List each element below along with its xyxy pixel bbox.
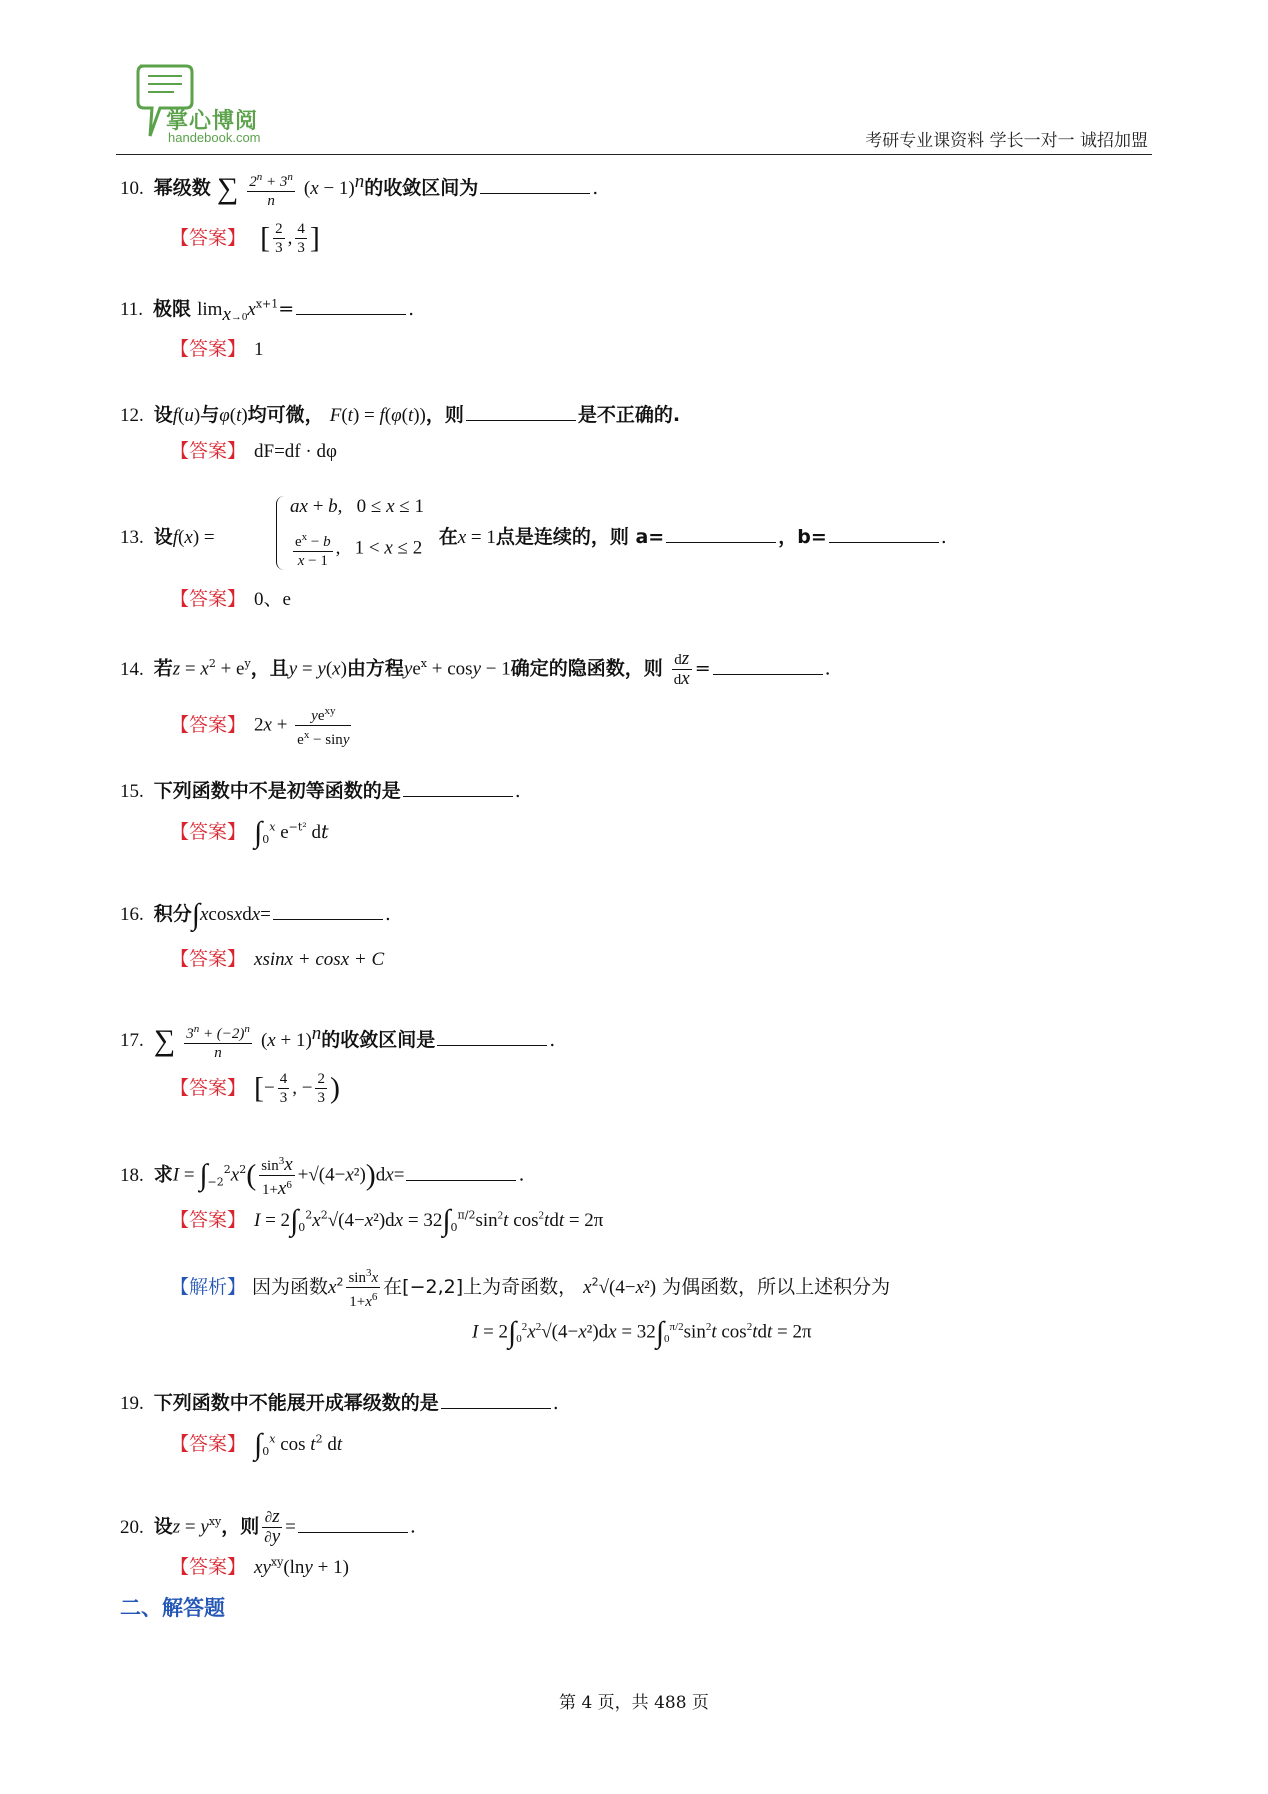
question-text: 是不正确的.	[577, 404, 681, 426]
answer-label: 【答案】	[170, 1433, 247, 1455]
question-number: 17.	[120, 1030, 144, 1051]
piecewise-case-2: $\frac{e^x - b}{x - 1}$ , 1 < x ≤ 2	[290, 528, 422, 570]
answer-blank	[273, 901, 383, 920]
answer-12	[170, 436, 337, 463]
question-text: 在	[438, 526, 458, 548]
question-text: ，b=	[778, 526, 827, 548]
question-number: 20.	[120, 1516, 144, 1538]
question-text: 设	[153, 526, 173, 548]
question-14: 14. 若$z = x^2 + e^y$，且y = y(x)由方程$ye^x + \cos y - 1$确定的隐函数，则 $\frac{dz}{dx}$ = .	[120, 648, 831, 689]
logo-text: 掌心博阅	[166, 109, 259, 134]
answer-label: 【答案】	[170, 1076, 247, 1099]
question-number: 19.	[120, 1393, 144, 1414]
answer-blank-a	[666, 524, 776, 543]
answer-20: 【答案】 $xy^{xy}(\ln y + 1)$	[170, 1555, 349, 1578]
fraction: $\frac{2^n + 3^n}{n}$	[247, 168, 295, 210]
answer-blank	[296, 296, 406, 315]
answer-label: 【答案】	[170, 1556, 247, 1578]
analysis-text: 在[−2,2]上为奇函数，	[383, 1276, 578, 1298]
question-number: 16.	[120, 904, 144, 925]
question-text: 幂级数	[153, 177, 211, 199]
question-number: 11.	[120, 299, 144, 320]
header-divider	[116, 154, 1152, 155]
question-text: 下列函数中不能展开成幂级数的是	[153, 1392, 439, 1414]
question-number: 15.	[120, 781, 144, 802]
question-19: 19. 下列函数中不能展开成幂级数的是 .	[120, 1392, 559, 1414]
question-text: 的收敛区间为	[364, 177, 479, 199]
answer-label: 【答案】	[170, 1209, 247, 1231]
section-title: 二、解答题	[120, 1596, 225, 1620]
answer-value: 0、e	[254, 589, 291, 610]
question-text: 设	[153, 404, 173, 426]
question-number: 12.	[120, 405, 144, 426]
answer-blank	[298, 1514, 408, 1533]
question-20: 20. 设$z = y^{xy}$，则 $\frac{\partial z}{\partial y}$ = .	[120, 1506, 416, 1547]
sum-symbol: ∑	[153, 1024, 176, 1057]
answer-10: 【答案】 [ $\frac{2}{3}$ , $\frac{4}{3}$ ]	[170, 221, 320, 256]
analysis-formula: $I = 2\int_0^2x^2√(4-x^2)dx = 32\int_0^{\pi/2}\sin^2t$ $\cos^2tdt = 2\pi$	[472, 1316, 812, 1349]
question-12: 12. 设f(u)与φ(t)均可微， F(t) = f(φ(t))，则 是不正确的.	[120, 404, 681, 426]
question-17: 17. ∑ $\frac{3^n + (-2)^n}{n}$ $(x + 1)^n$的收敛区间是 .	[120, 1020, 555, 1062]
question-text: ，则	[425, 404, 464, 426]
answer-value: xsinx + cosx + C	[254, 949, 385, 970]
answer-blank	[480, 175, 590, 194]
question-text: 均可微，	[247, 404, 324, 426]
answer-blank	[406, 1162, 516, 1181]
question-text: 下列函数中不是初等函数的是	[153, 780, 401, 802]
answer-label: 【答案】	[170, 338, 247, 360]
logo-url: handebook.com	[168, 130, 261, 145]
answer-value: 1	[254, 339, 264, 360]
analysis-text: 因为函数	[252, 1276, 329, 1298]
answer-label: 【答案】	[170, 713, 247, 736]
question-11: 11. 极限 $\lim_{x\to 0}x^{x+1}=$ .	[120, 297, 415, 325]
question-text: 确定的隐函数，则	[510, 657, 663, 680]
answer-blank-b	[829, 524, 939, 543]
answer-label: 【答案】	[170, 588, 247, 610]
analysis-18: 【解析】 因为函数$x^2$ $\frac{\sin^3x}{1+x^6}$ 在[−2,2]上为奇函数， $x^2√(4-x^2)$ 为偶函数，所以上述积分为	[170, 1264, 890, 1311]
answer-blank	[403, 778, 513, 797]
answer-label: 【答案】	[170, 948, 247, 970]
header-slogan: 考研专业课资料 学长一对一 诚招加盟	[865, 131, 1148, 151]
answer-blank	[437, 1027, 547, 1046]
answer-19: 【答案】 $\int_0^x$ $\cos t^2$ dt	[170, 1428, 343, 1461]
question-text: 点是连续的，则 a=	[495, 526, 665, 548]
question-18: 18. 求$I = \int_{-2}^2x^2$( $\frac{\sin^3x}{1+x^6}$ +√(4−x²))dx= .	[120, 1154, 525, 1199]
question-16: 16. 积分∫xcosxdx= .	[120, 898, 391, 931]
question-text: 若	[153, 657, 173, 680]
answer-13	[170, 584, 291, 611]
fraction: $\frac{3^n + (-2)^n}{n}$	[184, 1020, 252, 1062]
answer-blank	[441, 1390, 551, 1409]
piecewise-case-1: ax + b, 0 ≤ x ≤ 1	[290, 496, 424, 517]
answer-16	[170, 944, 384, 971]
answer-18: 【答案】 $I = 2\int_0^2x^2√(4-x^2)dx = 32\int_0^{\pi/2}\sin^2t$ $\cos^2tdt = 2\pi$	[170, 1204, 604, 1237]
question-text: 由方程	[346, 657, 404, 680]
question-10: 10. 幂级数 ∑ $\frac{2^n + 3^n}{n}$ $(x - 1)^n$的收敛区间为 .	[120, 168, 598, 210]
answer-17: 【答案】 [− $\frac{4}{3}$ , − $\frac{2}{3}$ )	[170, 1071, 340, 1106]
question-text: 积分	[153, 903, 192, 925]
answer-blank	[466, 402, 576, 421]
answer-15: 【答案】 $\int_0^x$ $e^{-t^2}$ dt	[170, 816, 329, 849]
answer-11	[170, 334, 264, 361]
answer-label: 【答案】	[170, 821, 247, 843]
question-text: 设	[153, 1515, 173, 1538]
answer-value: dF=df · dφ	[254, 441, 337, 462]
question-text: ，且	[250, 657, 289, 680]
question-text: 极限	[153, 298, 192, 320]
question-number: 14.	[120, 658, 144, 680]
question-15: 15. 下列函数中不是初等函数的是 .	[120, 780, 521, 802]
answer-label: 【答案】	[170, 226, 247, 249]
question-number: 13.	[120, 527, 144, 548]
question-text: 与	[200, 404, 220, 426]
question-number: 18.	[120, 1164, 144, 1186]
answer-label: 【答案】	[170, 440, 247, 462]
question-13: 13. 设f(x) = 在x = 1点是连续的，则 a= ，b= .	[120, 526, 947, 548]
analysis-label: 【解析】	[170, 1276, 247, 1298]
sum-symbol: ∑	[216, 172, 239, 205]
question-text: ，则	[221, 1515, 260, 1538]
answer-blank	[713, 656, 823, 675]
answer-14: 【答案】 2x + $\frac{ye^{xy}}{e^x - \sin y}$	[170, 702, 354, 749]
page-footer: 第 4 页，共 488 页	[559, 1693, 709, 1713]
analysis-text: 为偶函数，所以上述积分为	[662, 1276, 891, 1298]
question-number: 10.	[120, 178, 144, 199]
question-text: 的收敛区间是	[321, 1029, 436, 1051]
question-text: 求	[153, 1163, 173, 1186]
